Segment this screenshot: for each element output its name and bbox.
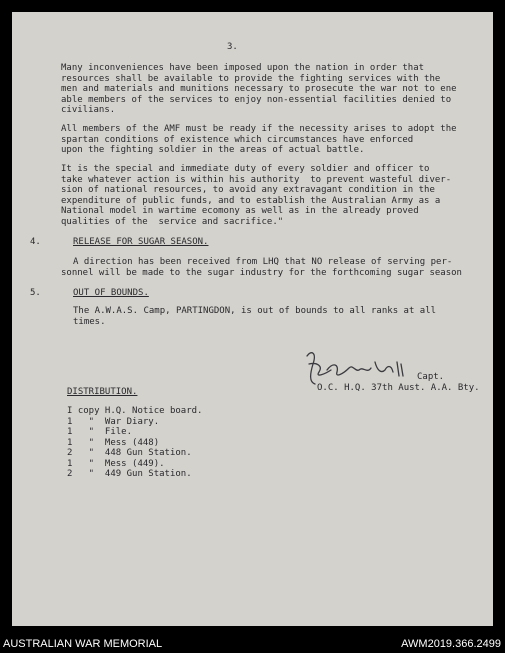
section-5-line-2: times. xyxy=(73,316,106,327)
distribution-item: 1 " Mess (448) xyxy=(67,437,160,448)
section-4-line-1: A direction has been received from LHQ that NO release of serving per- xyxy=(73,257,453,267)
distribution-item: 2 " 449 Gun Station. xyxy=(67,469,192,479)
para2-line-1: All members of the AMF must be ready if the necessity arises to adopt the xyxy=(61,124,457,134)
section-4-line-2: sonnel will be made to the sugar industry for the forthcoming sugar season xyxy=(61,267,462,278)
para3-line-5: National model in wartime ecomony as well as in the already proved xyxy=(61,206,419,216)
footer-accession-number: AWM2019.366.2499 xyxy=(401,636,501,653)
section-4-heading: RELEASE FOR SUGAR SEASON. xyxy=(73,237,209,247)
distribution-item: I copy H.Q. Notice board. xyxy=(67,406,203,416)
section-5-heading: OUT OF BOUNDS. xyxy=(73,288,149,298)
para1-line-1: Many inconveniences have been imposed upon the nation in order that xyxy=(61,63,425,73)
para3-line-6: qualities of the service and sacrifice." xyxy=(61,216,284,227)
para3-line-4: expenditure of public funds, and to establish the Australian Army as a xyxy=(61,195,441,206)
para2-line-3: upon the fighting soldier in the areas of actual battle. xyxy=(61,145,365,155)
distribution-item: 1 " Mess (449). xyxy=(67,458,165,469)
para2-line-2: spartan conditions of existence which circumstances have enforced xyxy=(61,134,414,145)
para3-line-1: It is the special and immediate duty of every soldier and officer to xyxy=(61,164,430,174)
page-number: 3. xyxy=(227,42,238,52)
para1-line-4: able members of the services to enjoy non-essential facilities denied to xyxy=(61,94,452,105)
distribution-item: 1 " War Diary. xyxy=(67,416,160,427)
section-5-number: 5. xyxy=(30,288,41,298)
footer-institution: AUSTRALIAN WAR MEMORIAL xyxy=(3,636,162,653)
signature-rank: Capt. xyxy=(417,372,445,382)
distribution-item: 2 " 448 Gun Station. xyxy=(67,448,192,458)
signature-title: O.C. H.Q. 37th Aust. A.A. Bty. xyxy=(317,383,480,393)
section-4-number: 4. xyxy=(30,237,41,247)
para1-line-3: men and materials and munitions necessary to prosecute the war not to ene xyxy=(61,84,457,94)
para3-line-3: sion of national resources, to avoid any extravagant condition in the xyxy=(61,185,435,195)
distribution-item: 1 " File. xyxy=(67,427,133,437)
para1-line-2: resources shall be available to provide the fighting services with the xyxy=(61,73,441,84)
section-5-line-1: The A.W.A.S. Camp, PARTINGDON, is out of bounds to all ranks at all xyxy=(73,306,437,316)
para3-line-2: take whatever action is within his authority to prevent wasteful diver- xyxy=(61,174,452,185)
para1-line-5: civilians. xyxy=(61,105,116,115)
document-page xyxy=(12,12,493,626)
distribution-heading: DISTRIBUTION. xyxy=(67,387,138,397)
